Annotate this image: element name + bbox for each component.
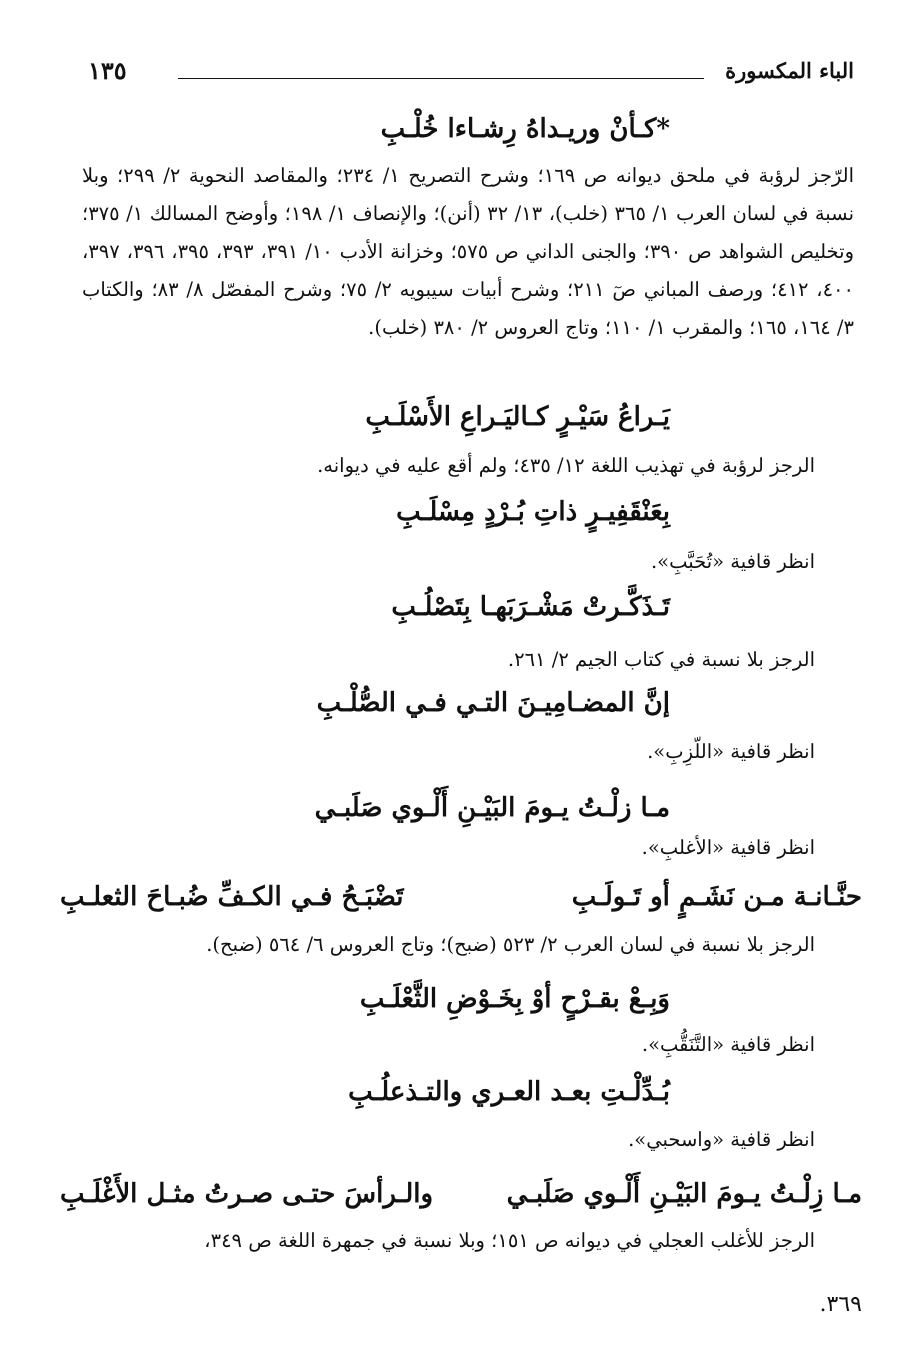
citation-note: الرجز بلا نسبة في كتاب الجيم ٢/ ٢٦١.: [507, 648, 815, 671]
verse-couplet: [60, 1179, 862, 1209]
citation-note: انظر قافية «الأغلبِ».: [641, 836, 815, 859]
verse-line: يَـراعُ سَيْـرٍ كـاليَـراعِ الأَسْلَـبِ: [365, 402, 670, 432]
verse-line: إنَّ المضـامِيـنَ التـي فـي الصُّلْـبِ: [316, 688, 670, 718]
running-title: الباء المكسورة: [725, 58, 854, 83]
verse-line: مـا زلْـتُ يـومَ البَيْـنِ أَلْـوي صَلَبـي: [314, 793, 670, 823]
continuation-text: ٣٦٩.: [819, 1292, 862, 1317]
verse-hemistich-first: حنَّـانـة مـن نَشَـمٍ أو تَـولَـبِ: [571, 882, 862, 912]
citation-note: انظر قافية «تُحَبَّبِ».: [650, 550, 815, 573]
page-header: [88, 56, 854, 90]
verse-line: وَبِـعْ بقـرْحٍ أوْ بِخَـوْضِ الثَّعْلَـبِ: [359, 984, 670, 1014]
verse-line: بُـدِّلْـتِ بعـد العـري والتـذعلُـبِ: [348, 1077, 670, 1107]
verse-hemistich-second: تَضْبَـحُ فـي الكـفِّ ضُبـاحَ الثعلـبِ: [60, 882, 404, 912]
citation-note: انظر قافية «اللّزِبِ».: [647, 740, 815, 763]
verse-hemistich-second: والـرأسَ حتـى صـرتُ مثـل الأَغْلَـبِ: [60, 1179, 434, 1209]
verse-hemistich-first: مـا زِلْـتُ يـومَ البَيْـنِ أَلْـوي صَلَبـي: [506, 1179, 862, 1209]
citation-note: الرّجز لرؤبة في ملحق ديوانه ص ١٦٩؛ وشرح التصريح ١/ ٢٣٤؛ والمقاصد النحوية ٢/ ٢٩٩؛ وبلا نسبة في لسان العرب ١/ ٣٦٥ (خلب)، ١٣/ ٣٢ (أنن)؛ والإنصاف ١/ ١٩٨؛ وأوضح المسالك ١/ ٣٧٥؛ وتخليص الشواهد ص ٣٩٠؛ والجنى الداني ص ٥٧٥؛ وخزانة الأدب ١٠/ ٣٩١، ٣٩٣، ٣٩٥، ٣٩٦، ٣٩٧، ٤٠٠، ٤١٢؛ ورصف المباني صٓ ٢١١؛ وشرح أبيات سيبويه ٢/ ٧٥؛ وشرح المفصّل ٨/ ٨٣؛ والكتاب ٣/ ١٦٤، ١٦٥؛ والمقرب ١/ ١١٠؛ وتاج العروس ٢/ ٣٨٠ (خلب).: [82, 164, 854, 339]
verse-line: بِعَنْقَفِيـرٍ ذاتِ بُـرْدٍ مِسْلَـبِ: [396, 497, 670, 527]
citation-note: انظر قافية «التَّنَقُّبِ».: [641, 1033, 815, 1056]
citation-note: انظر قافية «واسحبي».: [628, 1128, 815, 1151]
page-number: ١٣٥: [88, 56, 127, 85]
verse-line: تَـذَكَّـرتْ مَشْـرَبَهـا بِتَصْلُـبِ: [391, 592, 670, 622]
verse-line: *كـأنْ وريـداهُ رِشـاءا خُلْـبِ: [380, 114, 670, 144]
verse-couplet: [60, 882, 862, 912]
header-rule: [178, 78, 704, 79]
citation-note: الرجز للأغلب العجلي في ديوانه ص ١٥١؛ وبلا نسبة في جمهرة اللغة ص ٣٤٩،: [204, 1229, 815, 1252]
citation-note: الرجز لرؤبة في تهذيب اللغة ١٢/ ٤٣٥؛ ولم أقع عليه في ديوانه.: [317, 454, 815, 477]
citation-note: الرجز بلا نسبة في لسان العرب ٢/ ٥٢٣ (ضبح)؛ وتاج العروس ٦/ ٥٦٤ (ضبح).: [206, 933, 815, 956]
